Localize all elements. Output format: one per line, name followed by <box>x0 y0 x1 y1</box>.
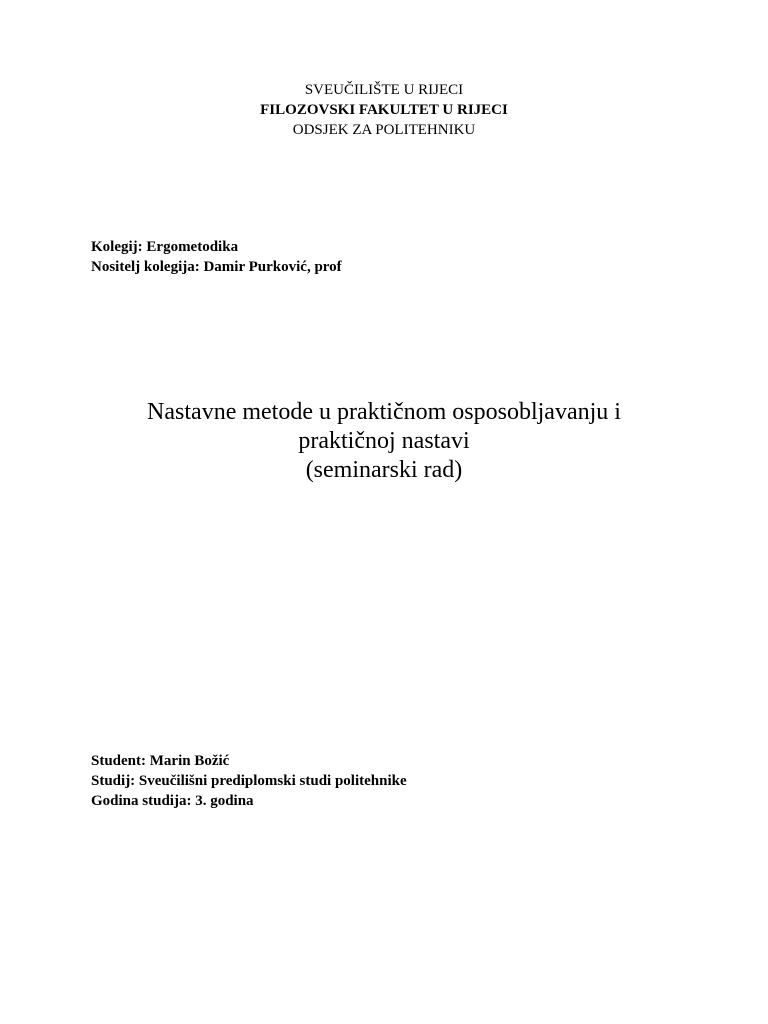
lecturer-line: Nositelj kolegija: Damir Purković, prof <box>91 259 342 275</box>
title-line-3: (seminarski rad) <box>305 457 463 483</box>
study-program-line: Studij: Sveučilišni prediplomski studi politehnike <box>91 773 407 789</box>
student-name-line: Student: Marin Božić <box>91 753 230 769</box>
course-line: Kolegij: Ergometodika <box>91 239 239 255</box>
faculty-name: FILOZOVSKI FAKULTET U RIJECI <box>260 102 508 118</box>
course-info <box>91 237 342 277</box>
title-line-1: Nastavne metode u praktičnom osposobljavanju i <box>147 399 621 425</box>
student-info <box>91 751 407 811</box>
department-name: ODSJEK ZA POLITEHNIKU <box>292 122 476 138</box>
university-name: SVEUČILIŠTE U RIJECI <box>304 82 464 98</box>
document-title <box>0 398 768 485</box>
study-year-line: Godina studija: 3. godina <box>91 793 254 809</box>
title-line-2: praktičnoj nastavi <box>298 428 470 454</box>
institution-header <box>0 80 768 140</box>
